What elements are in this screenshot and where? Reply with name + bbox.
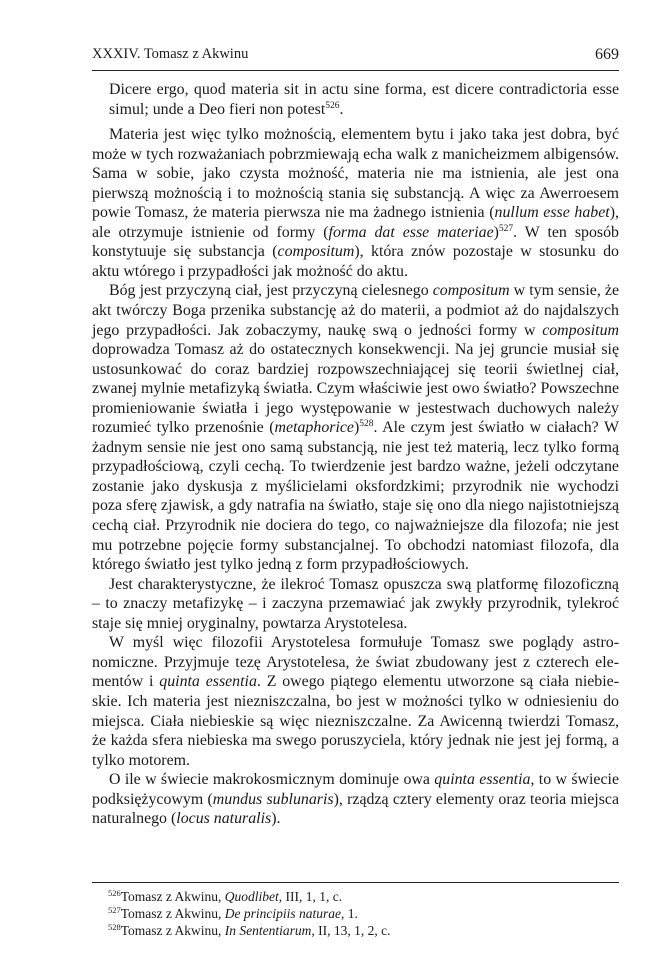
- page-number: 669: [595, 46, 619, 63]
- text-run: , III, 1, 1, c.: [278, 889, 343, 904]
- body-text: [92, 80, 619, 829]
- footnote-ref: 528: [359, 419, 374, 430]
- text-run: Bóg jest przyczyną ciał, jest przyczyną cielesnego: [109, 282, 433, 300]
- italic-term: De principiis naturae: [224, 906, 342, 922]
- text-run: Dicere ergo, quod materia sit in actu sine forma, est dicere contradictoria esse simul; unde a Deo fieri non potest: [109, 81, 619, 118]
- text-run: . Z owego piątego elementu utworzone są ciała niebieskie. Ich materia jest niezniszczalna, bo jest w możności tylko w odniesieniu do miejsca. Ciała niebieskie są więc niezniszczalne. Za Awicenną twierdzi Tomasz, że każda sfera niebieska ma swego poruszyciela, który jednak nie jest jej formą, a tylko motorem.: [92, 673, 619, 769]
- text-run: doprowadza Tomasz aż do ostatecznych konsekwencji. Na jej gruncie musiał się ustosunkować do coraz bardziej rozpowszechniającej się teorii świetlnej ciał, zwanej mylnie metafizyką światła. Czym właściwie jest owo światło? Powszechne promieniowanie światła i jego występowanie w jestestwach duchowych należy rozumieć tylko przenośnie (: [92, 341, 619, 437]
- text-run: ), ale otrzymuje istnienie od formy (: [92, 204, 619, 241]
- text-run: . W ten sposób konstytuuje się substancja (: [92, 223, 619, 261]
- text-run: .: [339, 100, 344, 118]
- text-run: ), która znów pozostaje w stosunku do aktu wtórego i przypadłości jak możność do aktu.: [92, 243, 619, 280]
- latin-quote: [92, 80, 619, 119]
- paragraph: [92, 633, 619, 770]
- footnote-ref: 527: [108, 905, 121, 916]
- footnote-rule: [92, 882, 619, 883]
- footnote: [108, 905, 608, 922]
- text-run: ).: [271, 810, 281, 828]
- footnote: [108, 888, 608, 905]
- paragraph: [92, 770, 619, 829]
- italic-term: compositum: [542, 321, 619, 339]
- text-run: ), rządzą cztery elementy oraz teoria miejsca naturalnego (: [92, 790, 620, 828]
- text-run: w tym sensie, że akt twórczy Boga przenika substancję aż do materii, a podmiot aż do najdalszych jego przypadłości. Jak zobaczymy, naukę swą o jedności formy w: [92, 282, 619, 339]
- italic-term: Quodlibet: [224, 889, 279, 904]
- header-rule: [92, 70, 619, 71]
- italic-term: locus naturalis: [176, 810, 272, 828]
- text-run: . Ale czym jest światło w ciałach? W żadnym sensie nie jest ono samą substancją, nie jest też materią, lecz tylko formą przypadłościową, czyli cechą. To twierdzenie jest bardzo ważne, jeżeli odczytane zostanie jako dyskusja z myślicielami oksfordzkimi; przyrodnik nie wychodzi poza sferę zjawisk, a gdy natrafia na światło, staje się ono dla niego najistotniejszą cechą ciał. Przyrodnik nie dociera do tego, co najważniejsze dla filozofa; nie jest mu potrzebne pojęcie formy substancjalnej. To obchodzi natomiast filozofa, dla którego światło jest tylko jedną z form przypadłościowych.: [92, 419, 619, 574]
- text-run: , 1.: [341, 906, 358, 922]
- paragraph: [92, 125, 619, 281]
- text-run: Tomasz z Akwinu,: [120, 923, 225, 939]
- text-run: , to w świecie podksiężycowym (: [92, 771, 619, 808]
- footnote-ref: 527: [498, 223, 514, 234]
- text-run: Jest charakterystyczne, że ilekroć Tomasz opuszcza swą platformę filozoficzną – to znaczy metafizykę – i zaczyna przemawiać jak zwykły przyrodnik, tylekroć staje się mniej oryginalny, powtarza Arystotelesa.: [92, 575, 619, 632]
- running-header: [92, 46, 619, 68]
- text-run: O ile w świecie makrokosmicznym dominuje owa: [109, 771, 435, 789]
- italic-term: quinta essentia: [434, 771, 531, 789]
- footnote: [108, 922, 608, 939]
- footnotes: [108, 888, 608, 940]
- italic-term: quinta essentia: [159, 673, 257, 691]
- text-run: W myśl więc filozofii Arystotelesa formułuje Tomasz swe poglądy astronomiczne. Przyjmuje tezę Arystotelesa, że świat zbudowany jest z czterech elementów i: [92, 634, 619, 691]
- chapter-title: XXXIV. Tomasz z Akwinu: [92, 46, 249, 62]
- italic-term: mundus sublunaris: [212, 790, 334, 808]
- text-run: , II, 13, 1, 2, c.: [311, 923, 391, 939]
- text-run: Tomasz z Akwinu,: [120, 906, 225, 922]
- text-run: Materia jest więc tylko możnością, elementem bytu i jako taka jest dobra, być może w tych rozważaniach pobrzmiewają echa walk z manicheizmem albigensów. Sama w sobie, jako czysta możność, materia nie ma istnienia, ale jest ona pierwszą możnością i to możnością stania się substancją. A więc za Awerroesem powie Tomasz, że materia pierwsza nie ma żadnego istnienia (: [92, 126, 619, 222]
- paragraph: [92, 281, 619, 574]
- footnote-ref: 526: [108, 888, 121, 898]
- text-run: Tomasz z Akwinu,: [120, 889, 225, 904]
- italic-term: forma dat esse materiae: [328, 223, 494, 241]
- italic-term: In Sententiarum: [224, 923, 312, 939]
- italic-term: metaphorice: [274, 419, 354, 437]
- text-run: ): [493, 223, 499, 241]
- italic-term: compositum: [432, 282, 510, 300]
- text-run: ): [353, 419, 360, 437]
- footnote-ref: 528: [108, 922, 121, 933]
- italic-term: compositum: [277, 243, 355, 261]
- footnote-ref: 526: [325, 100, 340, 111]
- paragraph: [92, 575, 619, 634]
- italic-term: nullum esse habet: [494, 204, 610, 222]
